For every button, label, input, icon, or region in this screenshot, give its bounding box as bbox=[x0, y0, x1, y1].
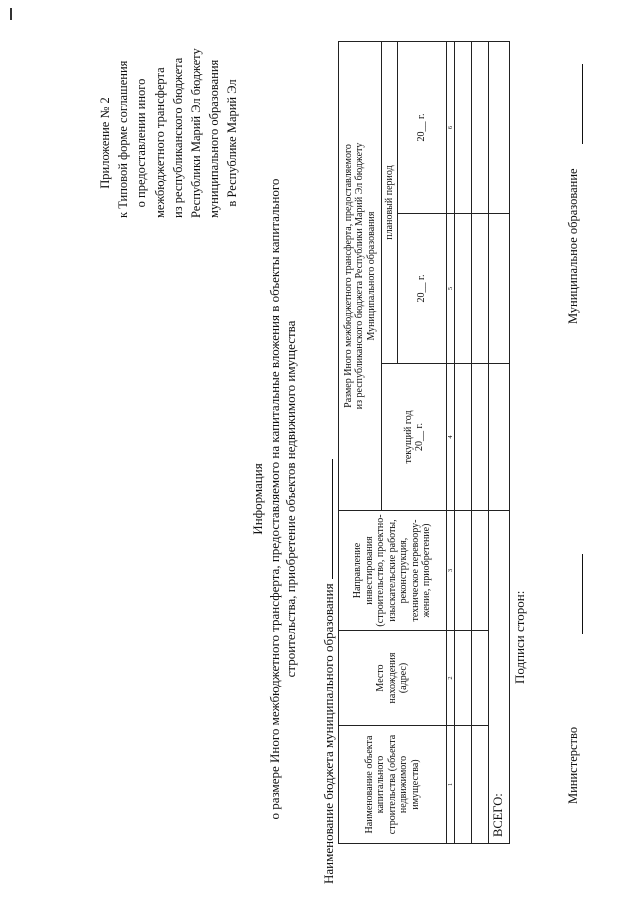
appendix-line: к Типовой форме соглашения bbox=[116, 60, 131, 218]
title-line-1: о размере Иного межбюджетного трансферта, предоставляемого на капитальные вложения в объекты капитального bbox=[266, 178, 282, 820]
appendix-line: в Республике Марий Эл bbox=[225, 79, 240, 207]
column-number: 5 bbox=[447, 214, 455, 364]
header-planned-period: плановый период bbox=[382, 41, 398, 363]
header-investment-direction: Направление инвестирования (строительство, проектно- изыскательские работы, реконструкция, техническое перевоору- жение, приобретение) bbox=[339, 511, 447, 631]
table-row bbox=[472, 41, 489, 843]
total-label: ВСЕГО: bbox=[489, 511, 510, 844]
header-transfer-size: Размер Иного межбюджетного трансферта, предоставляемого из республиканского бюджета Республики Марий Эл бюджету Муниципального образования bbox=[339, 41, 382, 510]
column-number: 4 bbox=[447, 364, 455, 511]
total-row bbox=[489, 41, 510, 843]
signatures-heading: Подписи сторон: bbox=[512, 590, 527, 684]
signature-ministry: Министерство bbox=[566, 726, 580, 804]
budget-name-blank bbox=[320, 459, 333, 579]
info-table bbox=[338, 41, 510, 844]
page-edge-mark bbox=[10, 8, 18, 20]
column-number: 1 bbox=[447, 726, 455, 844]
header-year-6: 20__ г. bbox=[398, 41, 447, 213]
column-number-row bbox=[447, 41, 455, 843]
document-title bbox=[250, 104, 300, 894]
signature-municipality: Муниципальное образование bbox=[566, 168, 580, 324]
budget-name-line bbox=[320, 459, 337, 884]
table-row bbox=[455, 41, 472, 843]
header-location: Место нахождения (адрес) bbox=[339, 631, 447, 726]
appendix-line: из республиканского бюджета bbox=[170, 57, 185, 218]
header-current-year: текущий год 20__ г. bbox=[382, 364, 447, 511]
info-table-wrapper bbox=[338, 42, 510, 844]
column-number: 2 bbox=[447, 631, 455, 726]
title-line-2: строительства, приобретение объектов недвижимого имущества bbox=[283, 320, 298, 678]
appendix-line: межбюджетного трансферта bbox=[152, 67, 167, 218]
column-number: 6 bbox=[447, 41, 455, 213]
appendix-line: Приложение № 2 bbox=[98, 97, 112, 189]
appendix-line: муниципального образования bbox=[207, 59, 222, 218]
header-row-1 bbox=[339, 41, 382, 843]
appendix-line: о предоставлении иного bbox=[134, 78, 149, 208]
header-year-5: 20__ г. bbox=[398, 214, 447, 364]
appendix-reference bbox=[96, 48, 242, 218]
signature-line-ministry bbox=[582, 554, 583, 634]
budget-name-label: Наименование бюджета муниципального образования bbox=[321, 583, 336, 884]
appendix-line: Республики Марий Эл бюджету bbox=[189, 48, 204, 218]
column-number: 3 bbox=[447, 511, 455, 631]
title-heading: Информация bbox=[250, 463, 265, 535]
signature-line-municipality bbox=[582, 64, 583, 144]
header-object-name: Наименование объекта капитального строительства (объекта недвижимого имущества) bbox=[339, 726, 447, 844]
